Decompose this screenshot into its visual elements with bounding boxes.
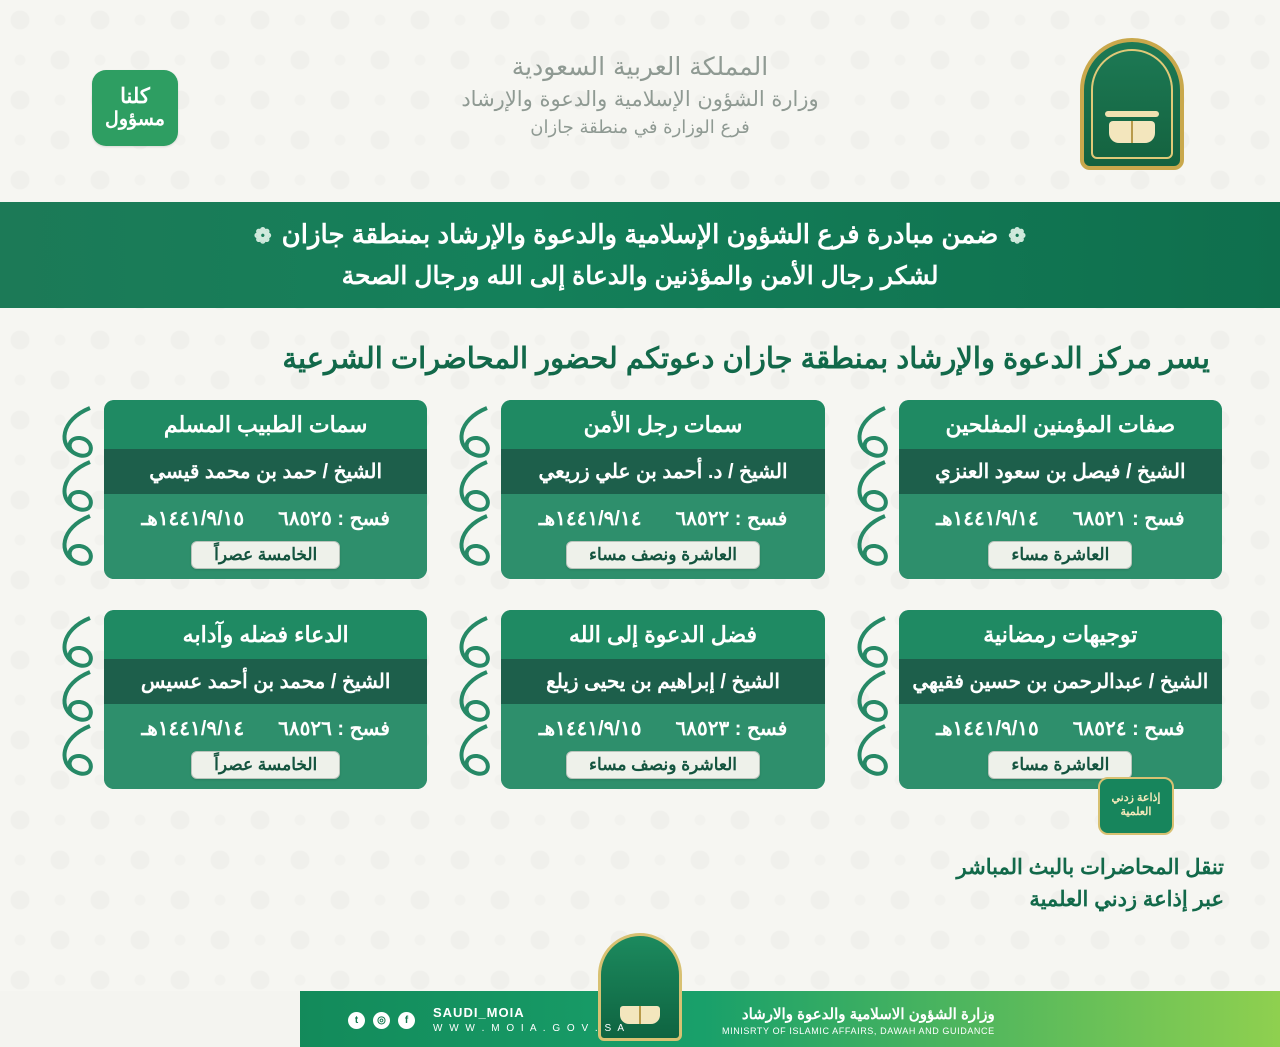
lecture-permit: فسح : ٦٨٥٢٤ xyxy=(1072,717,1185,740)
lecture-card[interactable] xyxy=(455,610,824,798)
lecture-card-body xyxy=(104,400,427,579)
lecture-time-wrap xyxy=(104,545,427,579)
social-links[interactable] xyxy=(348,1005,626,1035)
website-url[interactable]: W W W . M O I A . G O V . S A xyxy=(433,1023,627,1034)
poster-footer xyxy=(0,927,1280,1047)
lecture-card[interactable] xyxy=(58,400,427,588)
lecture-meta xyxy=(104,704,427,755)
lecture-time-wrap xyxy=(899,545,1222,579)
emblem-book-icon xyxy=(1109,121,1155,143)
lecture-meta xyxy=(104,494,427,545)
lecture-card[interactable] xyxy=(853,400,1222,588)
lecture-time-badge: العاشرة مساء xyxy=(988,541,1132,569)
lecture-title: الدعاء فضله وآدابه xyxy=(104,610,427,659)
lecture-meta xyxy=(899,494,1222,545)
kullona-line2: مسؤول xyxy=(105,109,165,131)
twitter-icon[interactable]: t xyxy=(348,1012,365,1029)
lecture-speaker: الشيخ / عبدالرحمن بن حسين فقيهي xyxy=(899,659,1222,704)
lecture-date: ١٤٤١/٩/١٤هـ xyxy=(141,717,245,740)
ornament-icon-right: ❁ xyxy=(1008,224,1026,248)
lecture-speaker: الشيخ / محمد بن أحمد عسيس xyxy=(104,659,427,704)
banner-line-1 xyxy=(244,215,1036,254)
invitation-text: يسر مركز الدعوة والإرشاد بمنطقة جازان دعوتكم لحضور المحاضرات الشرعية xyxy=(282,343,1210,375)
banner-line-2: لشكر رجال الأمن والمؤذنين والدعاة إلى الله ورجال الصحة xyxy=(341,261,939,290)
ministry-line-2: وزارة الشؤون الإسلامية والدعوة والإرشاد xyxy=(461,87,819,111)
kullona-line1: كلنا xyxy=(120,85,150,108)
lecture-time-badge: العاشرة ونصف مساء xyxy=(566,751,760,779)
banner-text-1: ضمن مبادرة فرع الشؤون الإسلامية والدعوة والإرشاد بمنطقة جازان xyxy=(281,218,999,249)
arabesque-ornament-icon xyxy=(447,402,505,572)
broadcast-line-1: تنقل المحاضرات بالبث المباشر xyxy=(956,855,1224,879)
ministry-line-3: فرع الوزارة في منطقة جازان xyxy=(530,117,750,138)
lecture-speaker: الشيخ / حمد بن محمد قيسي xyxy=(104,449,427,494)
lecture-permit: فسح : ٦٨٥٢١ xyxy=(1072,507,1185,530)
lecture-card-body xyxy=(104,610,427,789)
lecture-speaker: الشيخ / إبراهيم بن يحيى زيلع xyxy=(501,659,824,704)
ministry-emblem-icon xyxy=(1080,38,1184,170)
lecture-time-badge: الخامسة عصراً xyxy=(191,541,340,569)
lecture-card-body xyxy=(501,610,824,789)
lecture-date: ١٤٤١/٩/١٥هـ xyxy=(936,717,1039,740)
lecture-title: توجيهات رمضانية xyxy=(899,610,1222,659)
ministry-line-1: المملكة العربية السعودية xyxy=(511,52,769,81)
lecture-card[interactable] xyxy=(455,400,824,588)
footer-ministry-name xyxy=(722,1005,995,1037)
lecture-permit: فسح : ٦٨٥٢٣ xyxy=(675,717,788,740)
lecture-time-wrap xyxy=(501,755,824,789)
lecture-date: ١٤٤١/٩/١٤هـ xyxy=(538,507,642,530)
lecture-card[interactable] xyxy=(58,610,427,798)
radio-logo-line2: العلمية xyxy=(1120,806,1152,818)
lecture-card-body xyxy=(899,400,1222,579)
lecture-date: ١٤٤١/٩/١٥هـ xyxy=(538,717,642,740)
emblem-swords xyxy=(1105,111,1159,117)
arabesque-ornament-icon xyxy=(447,612,505,782)
lecture-time-wrap xyxy=(501,545,824,579)
arabesque-ornament-icon xyxy=(845,612,903,782)
instagram-icon[interactable]: ◎ xyxy=(373,1012,390,1029)
lecture-title: سمات الطبيب المسلم xyxy=(104,400,427,449)
lecture-card-body xyxy=(899,610,1222,789)
emblem-inner xyxy=(1091,49,1173,159)
lecture-time-wrap xyxy=(104,755,427,789)
footer-ministry-en: MINISRTY OF ISLAMIC AFFAIRS, DAWAH AND GUIDANCE xyxy=(722,1025,995,1036)
social-handle[interactable]: SAUDI_MOIA xyxy=(433,1005,525,1021)
lecture-time-badge: العاشرة مساء xyxy=(988,751,1132,779)
lecture-meta xyxy=(501,704,824,755)
lecture-meta xyxy=(899,704,1222,755)
lecture-meta xyxy=(501,494,824,545)
lecture-card[interactable] xyxy=(853,610,1222,798)
broadcast-note xyxy=(957,852,1224,917)
footer-handle[interactable] xyxy=(433,1005,626,1035)
facebook-icon[interactable]: f xyxy=(398,1012,415,1029)
lecture-date: ١٤٤١/٩/١٥هـ xyxy=(141,507,245,530)
ornament-icon-left: ❁ xyxy=(254,224,272,248)
lecture-date: ١٤٤١/٩/١٤هـ xyxy=(936,507,1039,530)
lecture-time-badge: العاشرة ونصف مساء xyxy=(566,541,760,569)
arabesque-ornament-icon xyxy=(845,402,903,572)
arabesque-ornament-icon xyxy=(50,402,108,572)
broadcast-line-2: عبر إذاعة زدني العلمية xyxy=(1029,888,1224,912)
lecture-time-badge: الخامسة عصراً xyxy=(191,751,340,779)
lecture-permit: فسح : ٦٨٥٢٦ xyxy=(278,717,390,740)
footer-ministry-ar: وزارة الشؤون الاسلامية والدعوة والارشاد xyxy=(741,1005,995,1023)
footer-left-blank xyxy=(0,991,300,1047)
poster-header xyxy=(0,0,1280,196)
lecture-title: صفات المؤمنين المفلحين xyxy=(899,400,1222,449)
lecture-permit: فسح : ٦٨٥٢٢ xyxy=(675,507,788,530)
lecture-title: فضل الدعوة إلى الله xyxy=(501,610,824,659)
lectures-grid xyxy=(58,400,1222,798)
initiative-banner xyxy=(0,202,1280,308)
zidni-radio-logo xyxy=(1098,777,1174,835)
lecture-speaker: الشيخ / د. أحمد بن علي زريعي xyxy=(501,449,824,494)
radio-logo-line1: إذاعة زدني xyxy=(1111,792,1161,805)
lecture-speaker: الشيخ / فيصل بن سعود العنزي xyxy=(899,449,1222,494)
lecture-permit: فسح : ٦٨٥٢٥ xyxy=(278,507,390,530)
arabesque-ornament-icon xyxy=(50,612,108,782)
lecture-card-body xyxy=(501,400,824,579)
lecture-title: سمات رجل الأمن xyxy=(501,400,824,449)
